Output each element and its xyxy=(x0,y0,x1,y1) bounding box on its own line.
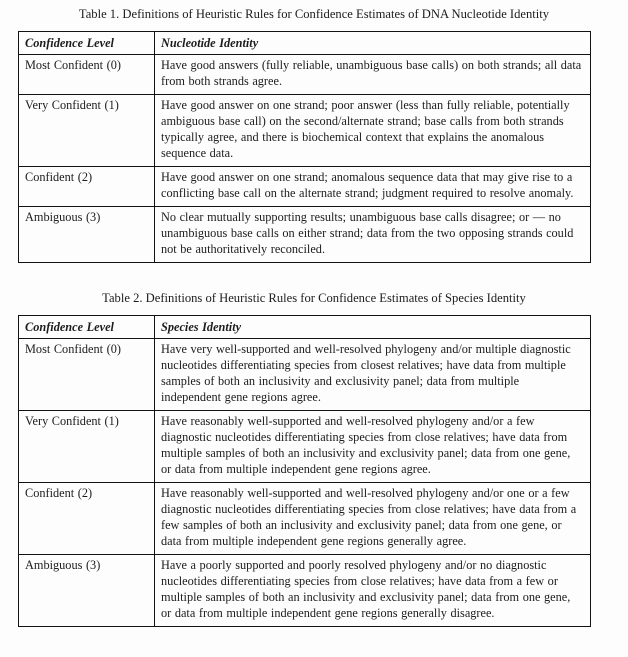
definition-cell: No clear mutually supporting results; unambiguous base calls disagree; or — no unambiguous base calls on either strand; data from the two opposing strands could not be authoritatively reconciled. xyxy=(155,207,591,263)
confidence-level-cell: Confident (2) xyxy=(19,483,155,555)
table2-section xyxy=(0,290,628,627)
table2-header-confidence-level: Confidence Level xyxy=(19,316,155,339)
confidence-level-cell: Very Confident (1) xyxy=(19,411,155,483)
table2-header-row xyxy=(19,316,591,339)
definition-cell: Have a poorly supported and poorly resolved phylogeny and/or no diagnostic nucleotides differentiating species from close relatives; have data from a few or multiple samples of both an inclusivity and exclusivity panel; data from one gene, or data from multiple independent gene regions generally disagree. xyxy=(155,555,591,627)
confidence-level-cell: Most Confident (0) xyxy=(19,339,155,411)
table-row xyxy=(19,411,591,483)
table2-title: Table 2. Definitions of Heuristic Rules for Confidence Estimates of Species Identity xyxy=(102,291,526,305)
table-row xyxy=(19,339,591,411)
confidence-level-cell: Ambiguous (3) xyxy=(19,207,155,263)
table-row xyxy=(19,207,591,263)
confidence-level-cell: Ambiguous (3) xyxy=(19,555,155,627)
definition-cell: Have reasonably well-supported and well-resolved phylogeny and/or one or a few diagnostic nucleotides differentiating species from close relatives; have data from a few samples of both an inclusivity and exclusivity panel; data from one gene, or data from multiple independent gene regions generally agree. xyxy=(155,483,591,555)
table-row xyxy=(19,167,591,207)
table2-header-species-identity: Species Identity xyxy=(155,316,591,339)
table-row xyxy=(19,55,591,95)
confidence-level-cell: Very Confident (1) xyxy=(19,95,155,167)
table-row xyxy=(19,483,591,555)
table1-header-row xyxy=(19,32,591,55)
confidence-level-cell: Confident (2) xyxy=(19,167,155,207)
table1-header-nucleotide-identity: Nucleotide Identity xyxy=(155,32,591,55)
table1-title: Table 1. Definitions of Heuristic Rules for Confidence Estimates of DNA Nucleotide Identity xyxy=(78,7,550,21)
table1-header-confidence-level: Confidence Level xyxy=(19,32,155,55)
table1-nucleotide-identity xyxy=(18,31,591,263)
definition-cell: Have good answer on one strand; anomalous sequence data that may give rise to a conflicting base call on the alternate strand; judgment required to resolve anomaly. xyxy=(155,167,591,207)
table-row xyxy=(19,555,591,627)
definition-cell: Have good answer on one strand; poor answer (less than fully reliable, potentially ambiguous base call) on the second/alternate strand; base calls from both strands typically agree, and there is biochemical context that explains the anomalous sequence data. xyxy=(155,95,591,167)
table2-species-identity xyxy=(18,315,591,627)
confidence-level-cell: Most Confident (0) xyxy=(19,55,155,95)
table1-section xyxy=(0,6,628,263)
definition-cell: Have reasonably well-supported and well-resolved phylogeny and/or a few diagnostic nucleotides differentiating species from close relatives; have data from multiple samples of both an inclusivity and exclusivity panel; data from one gene, or data from multiple independent gene regions agree. xyxy=(155,411,591,483)
definition-cell: Have very well-supported and well-resolved phylogeny and/or multiple diagnostic nucleotides differentiating species from closest relatives; have data from multiple samples of both an inclusivity and exclusivity panel; data from multiple independent gene regions agree. xyxy=(155,339,591,411)
definition-cell: Have good answers (fully reliable, unambiguous base calls) on both strands; all data from both strands agree. xyxy=(155,55,591,95)
table-row xyxy=(19,95,591,167)
